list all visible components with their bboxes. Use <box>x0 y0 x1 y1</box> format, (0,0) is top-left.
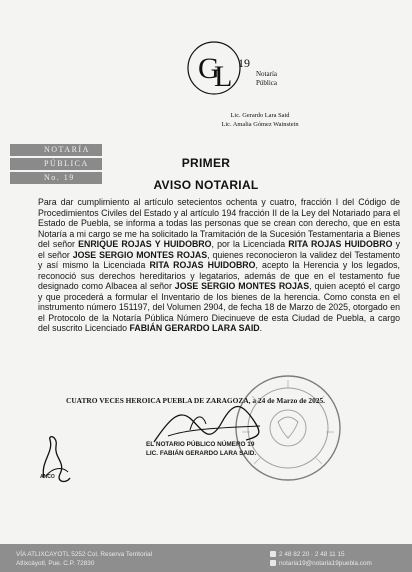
phone-icon <box>270 551 276 557</box>
body-name-6: FABIÁN GERARDO LARA SAID <box>129 323 260 333</box>
side-label-line3: No. 19 <box>10 172 102 184</box>
body-name-2: RITA ROJAS HUIDOBRO <box>288 239 393 249</box>
svg-text:G: G <box>198 52 220 85</box>
notaria-number: 19 <box>238 56 250 70</box>
flourish-icon <box>36 432 76 492</box>
side-label-line1: NOTARÍA <box>10 144 102 156</box>
header-name-1: Lic. Gerardo Lara Said <box>230 112 290 119</box>
footer-phone-text: 2 48 82 20 · 2 48 11 15 <box>279 551 345 558</box>
svg-text:L: L <box>214 60 233 93</box>
body-name-5: JOSE SERGIO MONTES ROJAS <box>174 281 310 291</box>
notaria-title-line1: Notaría <box>256 70 277 78</box>
footer-email <box>270 559 372 568</box>
footer-email-text: notaria19@notaria19puebla.com <box>279 560 372 567</box>
header-names <box>190 111 330 129</box>
notaria-title-line2: Pública <box>256 79 277 87</box>
body-text-6: , quien aceptó el cargo y que procederá a formular el Inventario de los bienes de la herencia. Como consta en el instrumento número 151197, del Volumen 2904, de fecha 18 de Marzo de 2025, otorgado en el Protocolo de la Notaría Pública Número Diecinueve de esta Ciudad de Puebla, a cargo del suscrito Licenciado <box>38 281 400 333</box>
footer-contact <box>270 550 372 568</box>
body-text-3: y el señor <box>38 239 401 260</box>
title-aviso-notarial: AVISO NOTARIAL <box>153 178 259 192</box>
footer-address-line2: Atlixcáyotl, Pue. C.P. 72830 <box>16 560 95 567</box>
closing-line: CUATRO VECES HEROICA PUEBLA DE ZARAGOZA, a 24 de Marzo de 2025. <box>66 396 326 405</box>
side-label-line2: PÚBLICA <box>10 158 102 170</box>
notaria-title <box>256 70 277 88</box>
header-name-2: Lic. Amalia Gómez Wainstein <box>221 121 299 128</box>
body-name-3: JOSE SERGIO MONTES ROJAS <box>72 249 208 260</box>
footer-phone <box>270 550 372 559</box>
notice-body <box>38 197 400 334</box>
body-text-2: , por la Licenciada <box>211 239 289 249</box>
notaria-logo <box>180 28 320 108</box>
body-text-4: , quienes reconocieron la validez del Testamento y así mismo la Licenciada <box>38 249 400 270</box>
signature-name: LIC. FABIÁN GERARDO LARA SAID. <box>146 450 257 457</box>
body-name-1: ENRIQUE ROJAS Y HUIDOBRO <box>78 239 212 249</box>
title-primer: PRIMER <box>181 156 231 170</box>
body-text-5: , acepto la Herencia y los legados, reconoció sus derechos hereditarios y legatarios, además de que en el testamento fue designado como Albacea al señor <box>38 260 400 291</box>
body-text-7: . <box>259 323 263 333</box>
footer-address-line1: VÍA ATLIXCAYOTL 5252 Col. Reserva Territorial <box>16 551 153 558</box>
footer-band <box>0 544 412 572</box>
body-name-4: RITA ROJAS HUIDOBRO <box>149 260 256 270</box>
footer-address <box>16 550 152 568</box>
signature-block <box>146 440 256 458</box>
email-icon <box>270 560 276 566</box>
body-text-1: Para dar cumplimiento al artículo setecientos ochenta y cuatro, fracción I del Código de Procedimientos Civiles del Estado y al artículo 194 fracción II de la Ley del Notariado para el Estado de Puebla, se informa a todas las personas que se crean con derecho, que en esta Notaría a mi cargo se me ha solicitado la Tramitación de la Sucesión Testamentaria a Bienes del señor <box>38 197 400 249</box>
signature-title: EL NOTARIO PÚBLICO NÚMERO 19 <box>146 441 255 448</box>
flourish-label: ANCO <box>40 474 55 480</box>
